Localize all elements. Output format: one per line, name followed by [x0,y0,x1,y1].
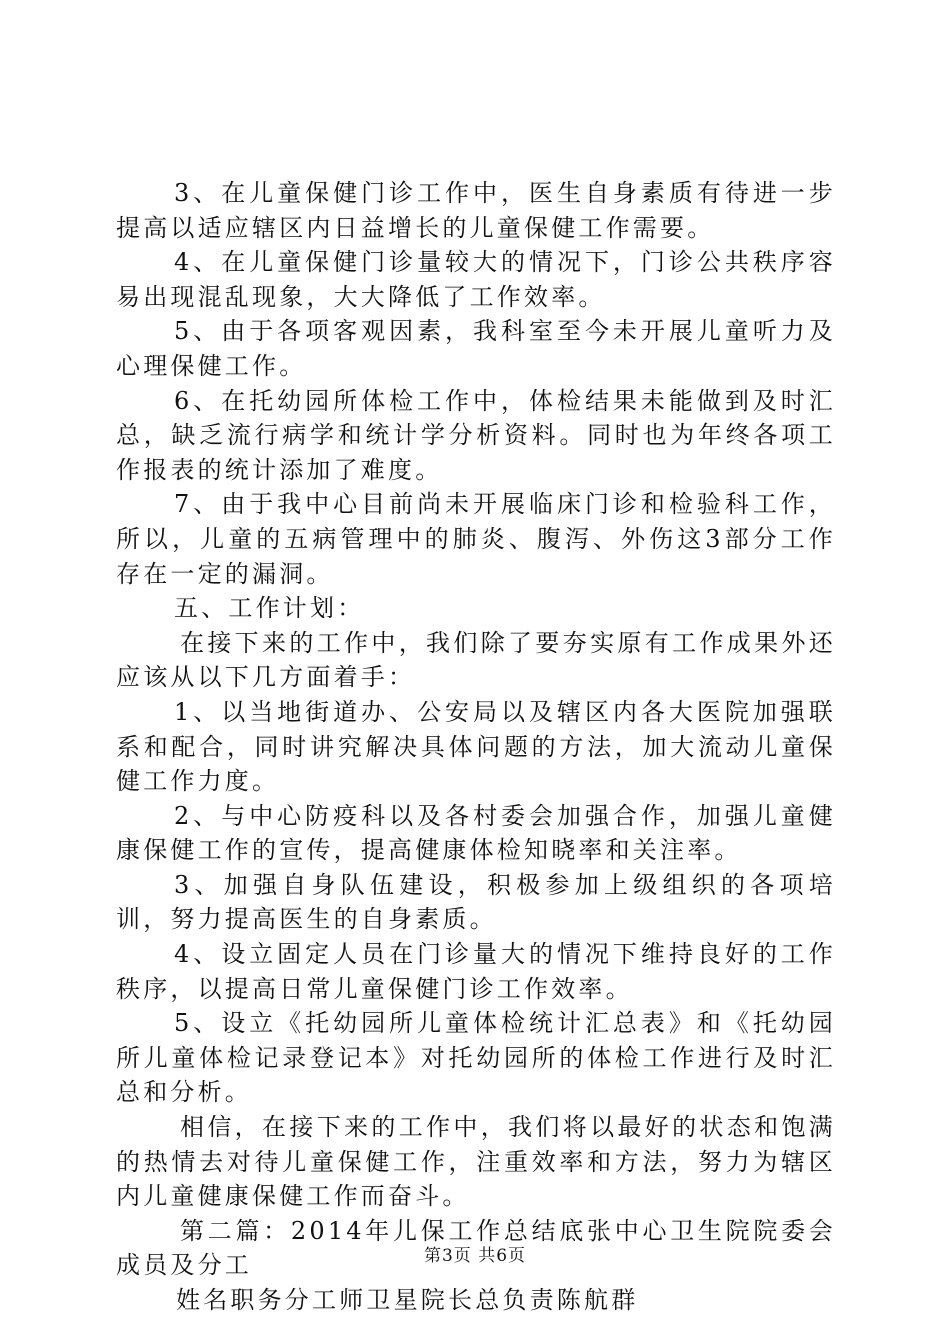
paragraph-plan-1: 1、以当地街道办、公安局以及辖区内各大医院加强联系和配合，同时讲究解决具体问题的方法，加大流动儿童保健工作力度。 [116,697,836,796]
paragraph-issue-3: 3、在儿童保健门诊工作中，医生自身素质有待进一步提高以适应辖区内日益增长的儿童保健工作需要。 [116,179,836,242]
paragraph-staff-table-text: 姓名职务分工师卫星院长总负责陈航群 [176,1286,639,1314]
paragraph-issue-7: 7、由于我中心目前尚未开展临床门诊和检验科工作，所以，儿童的五病管理中的肺炎、腹泻、外伤这3部分工作存在一定的漏洞。 [116,490,836,588]
document-body [116,176,836,1318]
section-heading-work-plan: 五、工作计划： [174,594,365,623]
paragraph-issue-5: 5、由于各项客观因素，我科室至今未开展儿童听力及心理保健工作。 [116,317,836,380]
paragraph-plan-intro: 在接下来的工作中，我们除了要夯实原有工作成果外还应该从以下几方面着手： [116,628,836,692]
section-heading-part-two: 第二篇：2014年儿保工作总结底张中心卫生院院委会成员及分工 [116,1216,836,1280]
paragraph-plan-3: 3、加强自身队伍建设，积极参加上级组织的各项培训，努力提高医生的自身素质。 [116,870,836,934]
paragraph-plan-4: 4、设立固定人员在门诊量大的情况下维持良好的工作秩序，以提高日常儿童保健门诊工作效率。 [116,940,836,1003]
paragraph-conclusion: 相信，在接下来的工作中，我们将以最好的状态和饱满的热情去对待儿童保健工作，注重效率和方法，努力为辖区内儿童健康保健工作而奋斗。 [116,1113,836,1211]
paragraph-plan-2: 2、与中心防疫科以及各村委会加强合作，加强儿童健康保健工作的宣传，提高健康体检知晓率和关注率。 [116,801,836,865]
paragraph-plan-5: 5、设立《托幼园所儿童体检统计汇总表》和《托幼园所儿童体检记录登记本》对托幼园所的体检工作进行及时汇总和分析。 [116,1009,836,1107]
paragraph-issue-6: 6、在托幼园所体检工作中，体检结果未能做到及时汇总，缺乏流行病学和统计学分析资料。同时也为年终各项工作报表的统计添加了难度。 [116,386,836,484]
paragraph-issue-4: 4、在儿童保健门诊量较大的情况下，门诊公共秩序容易出现混乱现象，大大降低了工作效率。 [116,248,836,311]
page-number-footer: 第3页 共6页 [423,1246,527,1266]
